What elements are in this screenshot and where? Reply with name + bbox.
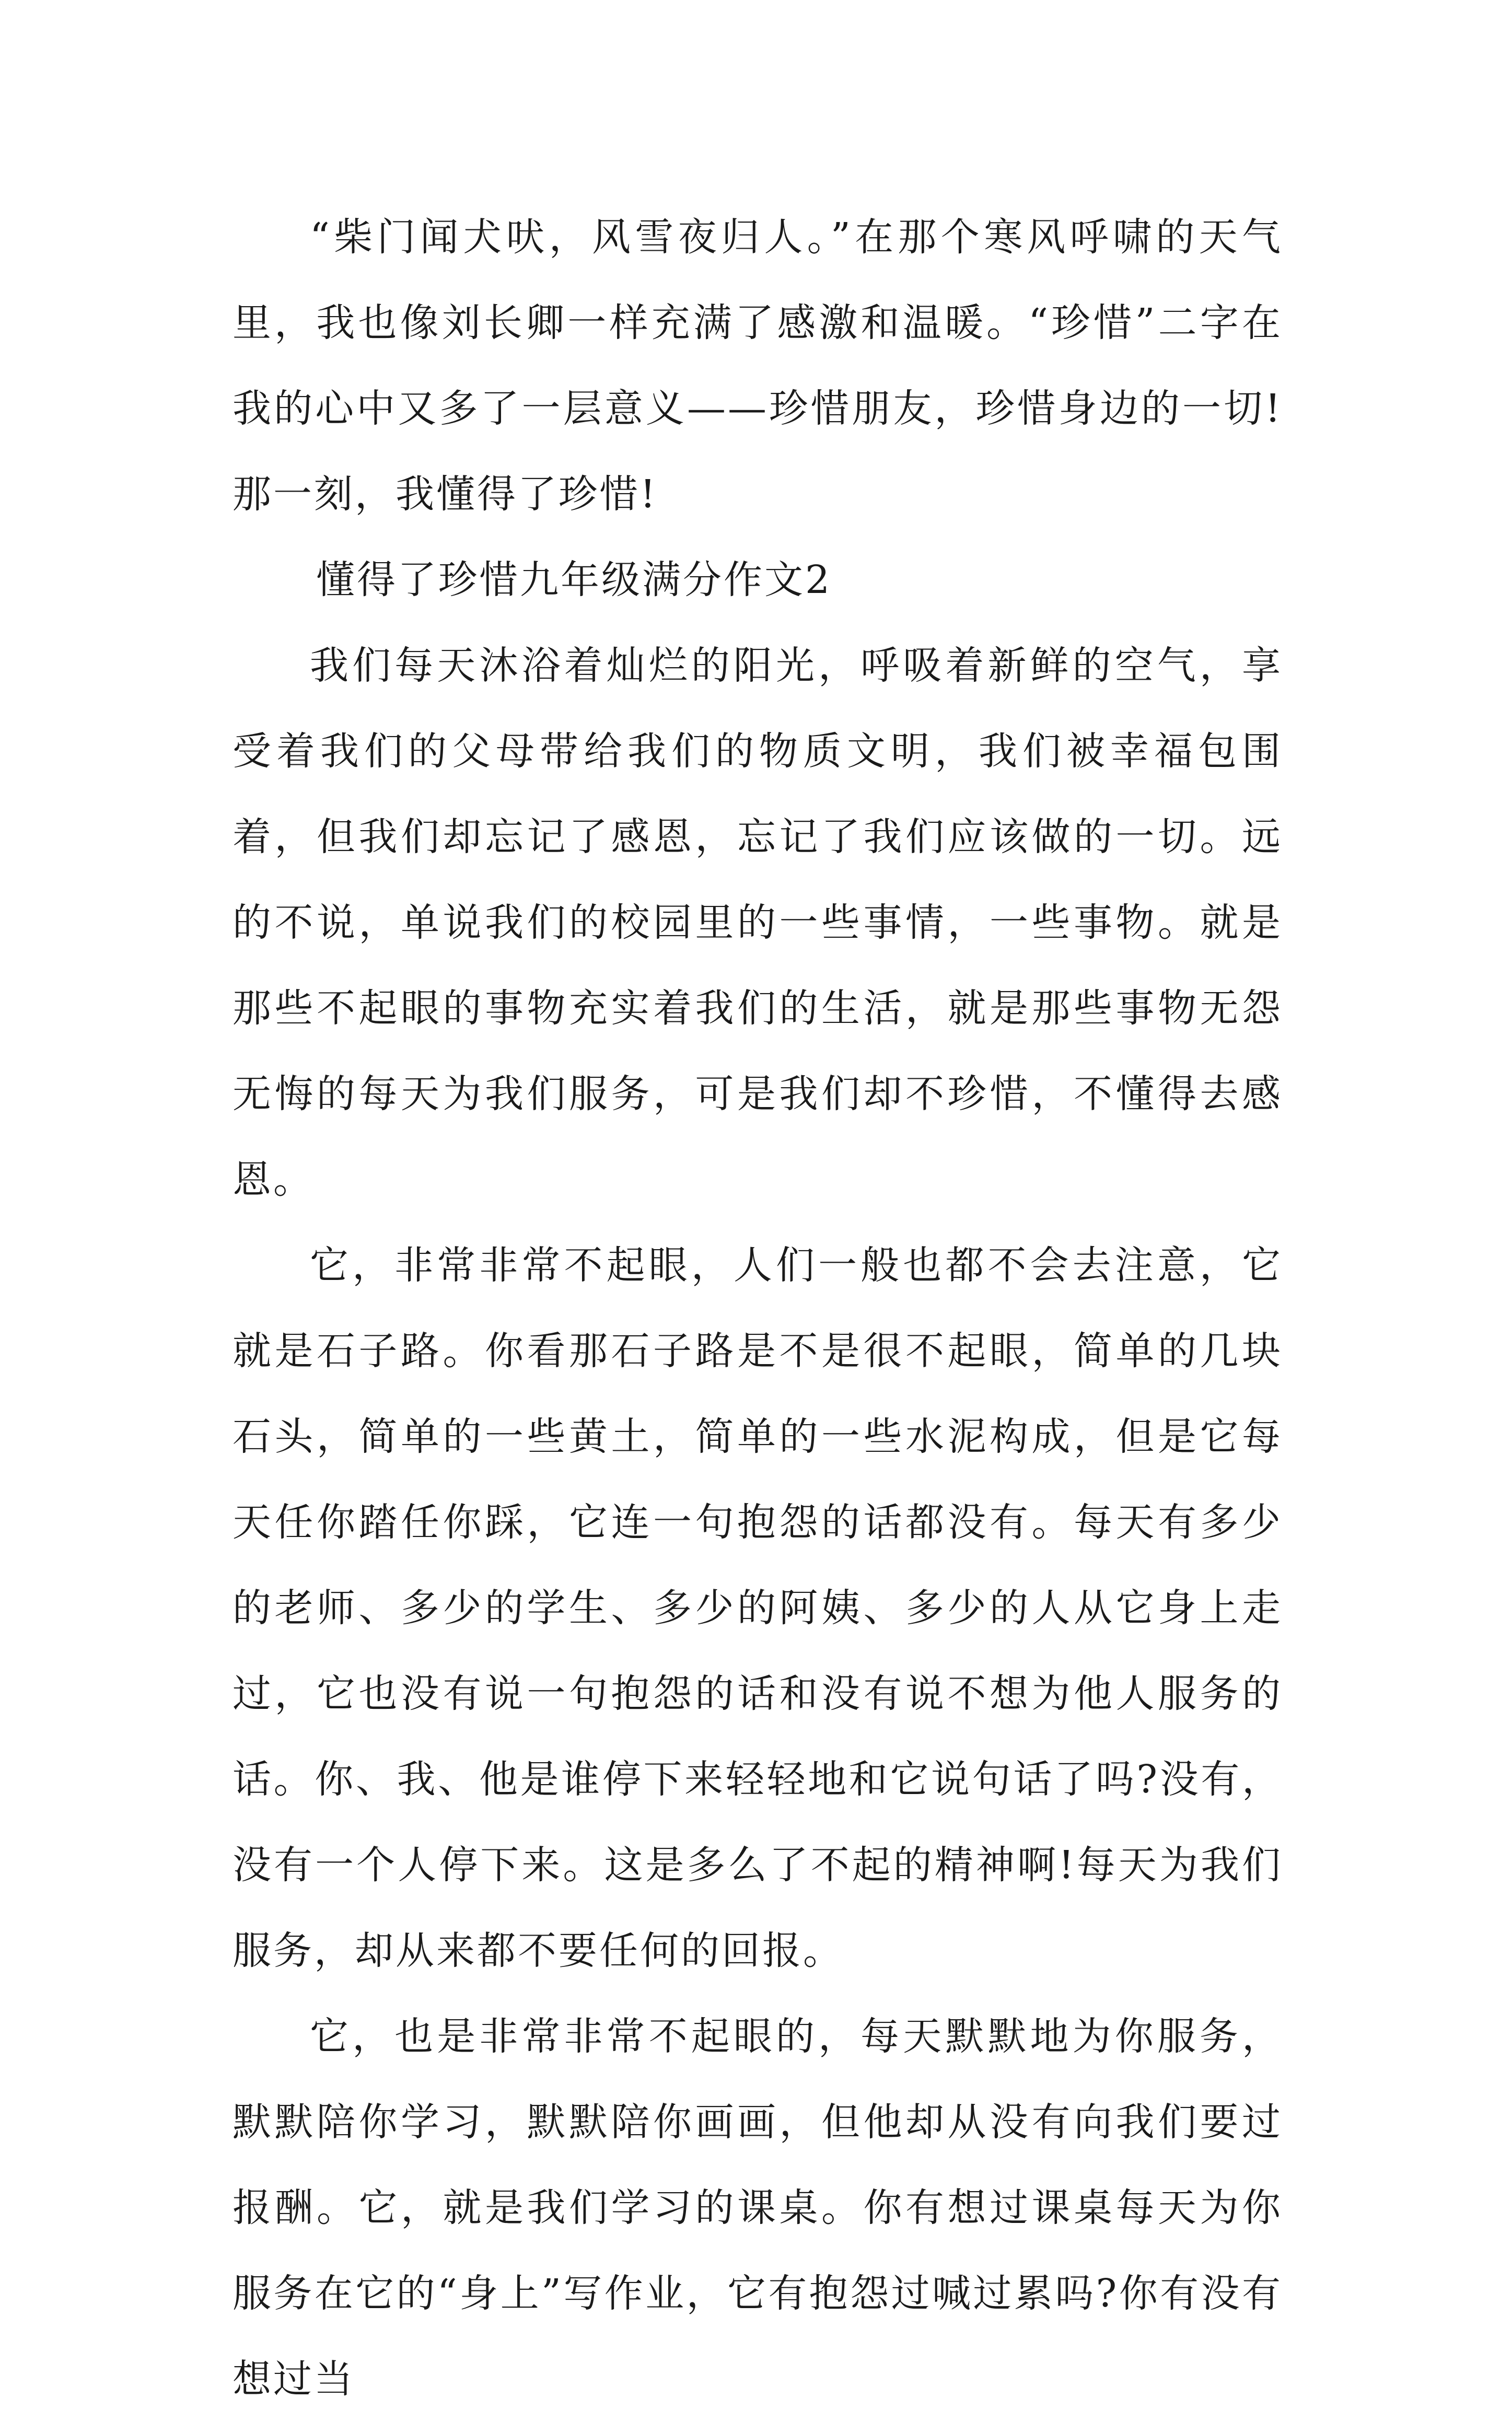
section-heading: 懂得了珍惜九年级满分作文2	[316, 557, 832, 602]
paragraph-intro: “柴门闻犬吠，风雪夜归人。”在那个寒风呼啸的天气里，我也像刘长卿一样充满了感激和温暖。“珍惜”二字在我的心中又多了一层意义——珍惜朋友，珍惜身边的一切!那一刻，我懂得了珍惜!	[232, 215, 1283, 517]
document-body	[232, 194, 1283, 2422]
paragraph: 我们每天沐浴着灿烂的阳光，呼吸着新鲜的空气，享受着我们的父母带给我们的物质文明，我们被幸福包围着，但我们却忘记了感恩，忘记了我们应该做的一切。远的不说，单说我们的校园里的一些事情，一些事物。就是那些不起眼的事物充实着我们的生活，就是那些事物无怨无悔的每天为我们服务，可是我们却不珍惜，不懂得去感恩。	[232, 643, 1283, 1202]
paragraph: 它，也是非常非常不起眼的，每天默默地为你服务，默默陪你学习，默默陪你画画，但他却从没有向我们要过报酬。它，就是我们学习的课桌。你有想过课桌每天为你服务在它的“身上”写作业，它有抱怨过喊过累吗?你有没有想过当	[232, 2014, 1283, 2402]
paragraph: 它，非常非常不起眼，人们一般也都不会去注意，它就是石子路。你看那石子路是不是很不起眼，简单的几块石头，简单的一些黄土，简单的一些水泥构成，但是它每天任你踏任你踩，它连一句抱怨的话都没有。每天有多少的老师、多少的学生、多少的阿姨、多少的人从它身上走过，它也没有说一句抱怨的话和没有说不想为他人服务的话。你、我、他是谁停下来轻轻地和它说句话了吗?没有，没有一个人停下来。这是多么了不起的精神啊!每天为我们服务，却从来都不要任何的回报。	[232, 1243, 1283, 1973]
